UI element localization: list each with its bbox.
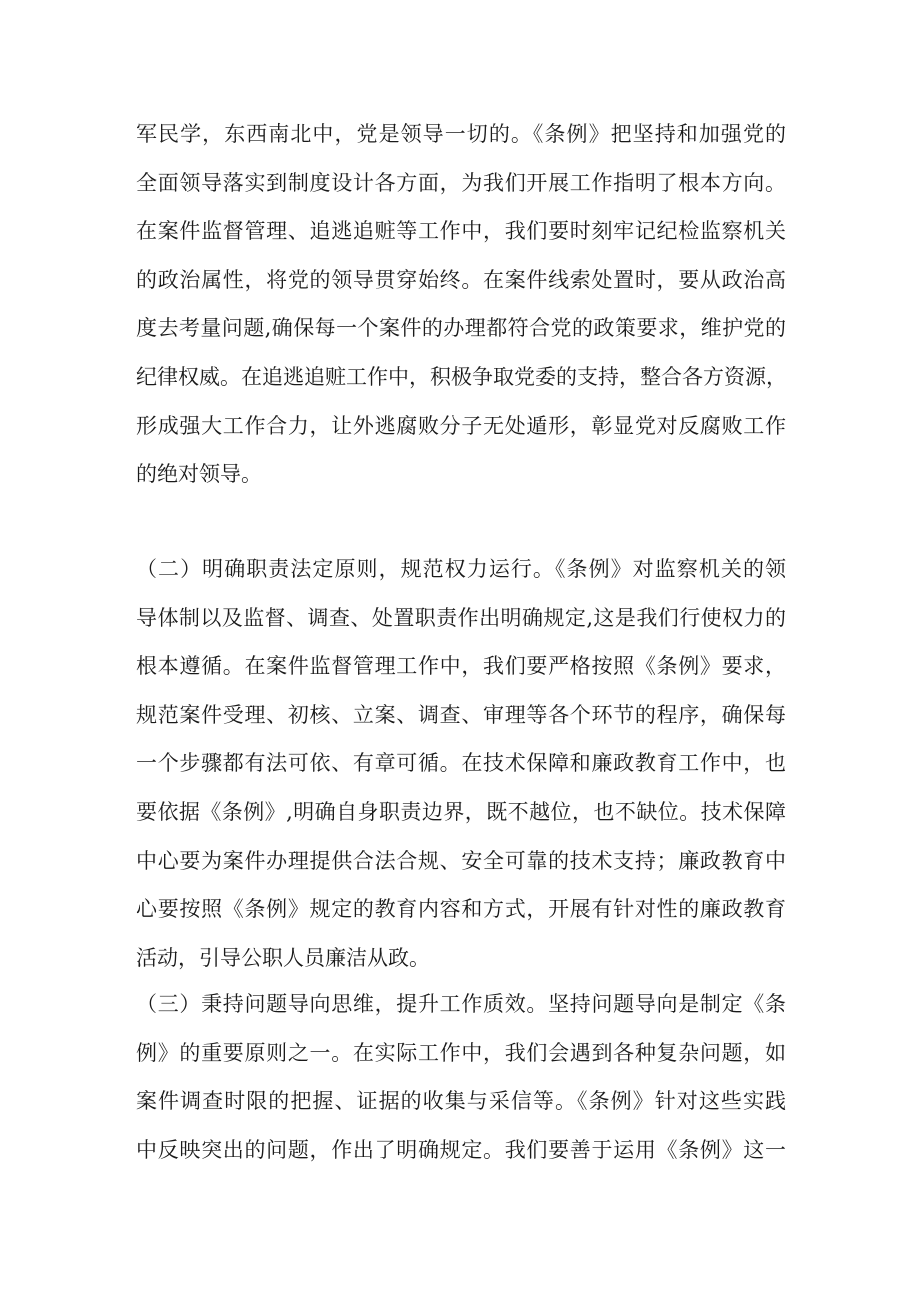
paragraph-problem-orientation: [136, 980, 786, 1174]
text-line: 规范案件受理、初核、立案、调查、审理等各个环节的程序，确保每: [136, 702, 786, 727]
text-line: 导体制以及监督、调查、处置职责作出明确规定,这是我们行使权力的: [136, 605, 786, 630]
text-line: 中心要为案件办理提供合法合规、安全可靠的技术支持；廉政教育中: [136, 848, 786, 873]
text-line: 例》的重要原则之一。在实际工作中，我们会遇到各种复杂问题，如: [136, 1040, 786, 1065]
text-line: （三）秉持问题导向思维，提升工作质效。坚持问题导向是制定《条: [136, 992, 786, 1016]
text-line: 中反映突出的问题，作出了明确规定。我们要善于运用《条例》这一: [136, 1137, 786, 1162]
text-line: 军民学，东西南北中，党是领导一切的。《条例》把坚持和加强党的: [136, 122, 786, 146]
text-line: 纪律权威。在追逃追赃工作中，积极争取党委的支持，整合各方资源，: [136, 364, 787, 389]
paragraph-statutory-duties: [136, 545, 786, 982]
text-line: 心要按照《条例》规定的教育内容和方式，开展有针对性的廉政教育: [136, 897, 786, 922]
text-line: 案件调查时限的把握、证据的收集与采信等。《条例》针对这些实践: [136, 1089, 786, 1114]
paragraph-party-leadership: [136, 110, 786, 499]
text-line: 一个步骤都有法可依、有章可循。在技术保障和廉政教育工作中，也: [136, 751, 786, 776]
text-line: 全面领导落实到制度设计各方面，为我们开展工作指明了根本方向。: [136, 170, 786, 195]
text-line: 在案件监督管理、追逃追赃等工作中，我们要时刻牢记纪检监察机关: [136, 219, 786, 244]
text-line: 要依据《条例》,明确自身职责边界，既不越位，也不缺位。技术保障: [136, 799, 786, 824]
text-line: 的政治属性，将党的领导贯穿始终。在案件线索处置时，要从政治高: [136, 267, 786, 292]
text-line: 形成强大工作合力，让外逃腐败分子无处遁形，彰显党对反腐败工作: [136, 413, 786, 438]
text-line: 的绝对领导。: [136, 462, 262, 487]
text-line: 活动，引导公职人员廉洁从政。: [136, 945, 430, 970]
text-line: 根本遵循。在案件监督管理工作中，我们要严格按照《条例》要求，: [136, 654, 786, 679]
text-line: 度去考量问题,确保每一个案件的办理都符合党的政策要求，维护党的: [136, 316, 786, 341]
text-line: （二）明确职责法定原则，规范权力运行。《条例》对监察机关的领: [136, 557, 786, 581]
